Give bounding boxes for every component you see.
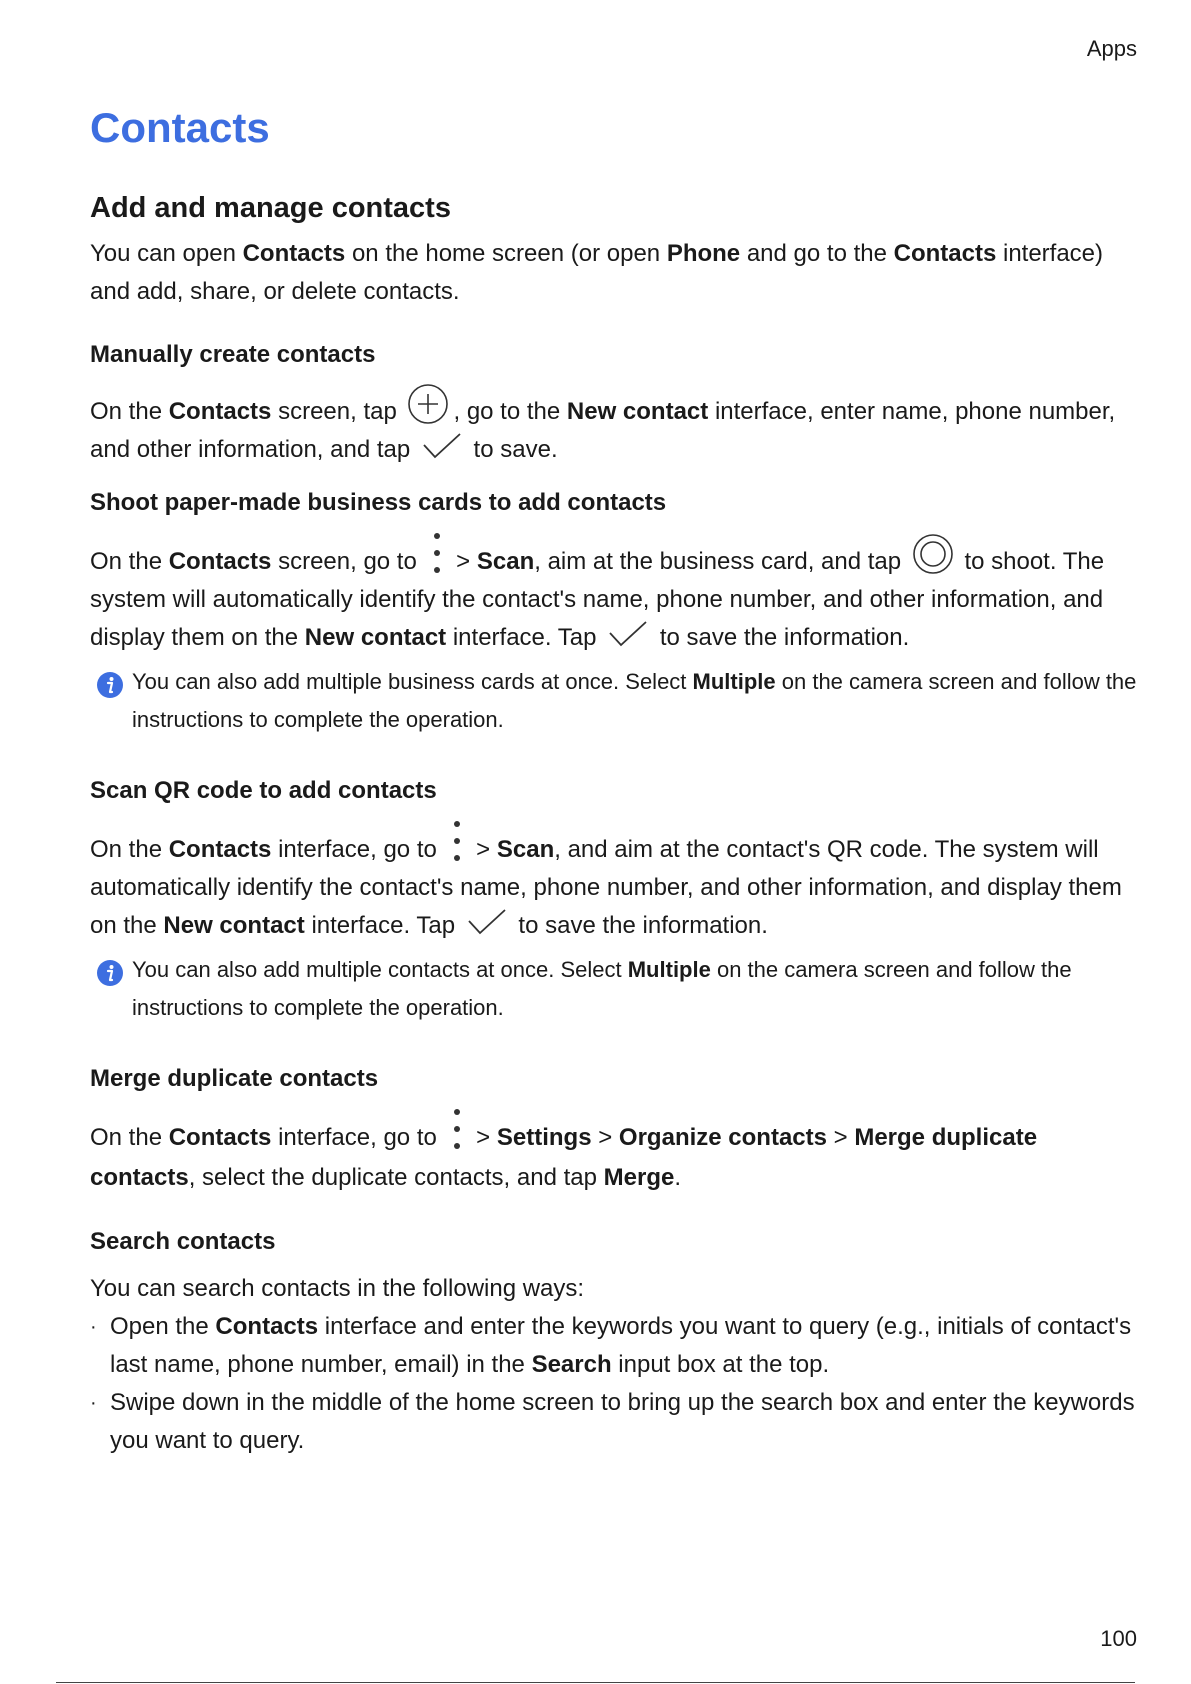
footer-divider — [56, 1682, 1135, 1683]
merge-heading: Merge duplicate contacts — [90, 1065, 379, 1092]
more-menu-icon — [448, 1107, 466, 1151]
section-intro: You can open Contacts on the home screen (or open Phone and go to the Contacts interface) and add, share, or delete contacts. — [90, 240, 1104, 305]
business-card-text: On the Contacts screen, go to > Scan, aim at the business card, and tap to shoot. The system will automatically identify the contact's name, phone number, and other information, and display them on the New contact interface. Tap to save the information. — [90, 531, 1140, 657]
qr-code-text: On the Contacts interface, go to > Scan, and aim at the contact's QR code. The system will automatically identify the contact's name, phone number, and other information, and display them on the New contact interface. Tap to save the information. — [90, 819, 1140, 945]
business-card-note: You can also add multiple business cards at once. Select Multiple on the camera screen and follow the instructions to complete the operation. — [90, 663, 1140, 739]
info-icon — [96, 959, 124, 999]
checkmark-icon — [466, 907, 508, 939]
qr-code-note: You can also add multiple contacts at once. Select Multiple on the camera screen and follow the instructions to complete the operation. — [90, 951, 1140, 1027]
section-title: Add and manage contacts — [90, 192, 451, 224]
checkmark-icon — [607, 619, 649, 651]
qr-code-heading: Scan QR code to add contacts — [90, 777, 437, 804]
list-item: · Swipe down in the middle of the home screen to bring up the search box and enter the keywords you want to query. — [90, 1389, 1135, 1454]
chapter-header: Apps — [1086, 36, 1137, 61]
more-menu-icon — [448, 819, 466, 863]
search-heading: Search contacts — [90, 1228, 276, 1255]
more-menu-icon — [428, 531, 446, 575]
page-content — [90, 192, 1140, 1460]
search-intro: You can search contacts in the following ways: — [90, 1275, 585, 1302]
manual-create-text: On the Contacts screen, tap , go to the New contact interface, enter name, phone number, and other information, and tap to save. — [90, 383, 1140, 469]
shutter-icon — [912, 533, 954, 575]
manual-create-heading: Manually create contacts — [90, 341, 376, 368]
search-ways-list — [90, 1308, 1140, 1460]
info-icon — [96, 671, 124, 711]
merge-text: On the Contacts interface, go to > Settings > Organize contacts > Merge duplicate contacts, select the duplicate contacts, and tap Merge. — [90, 1107, 1140, 1198]
add-icon — [407, 383, 449, 425]
page-number: 100 — [1100, 1626, 1137, 1651]
page-title: Contacts — [90, 104, 270, 151]
checkmark-icon — [421, 431, 463, 463]
business-card-heading: Shoot paper-made business cards to add contacts — [90, 489, 667, 516]
list-item: · Open the Contacts interface and enter the keywords you want to query (e.g., initials of contact's last name, phone number, email) in the Search input box at the top. — [90, 1313, 1132, 1378]
